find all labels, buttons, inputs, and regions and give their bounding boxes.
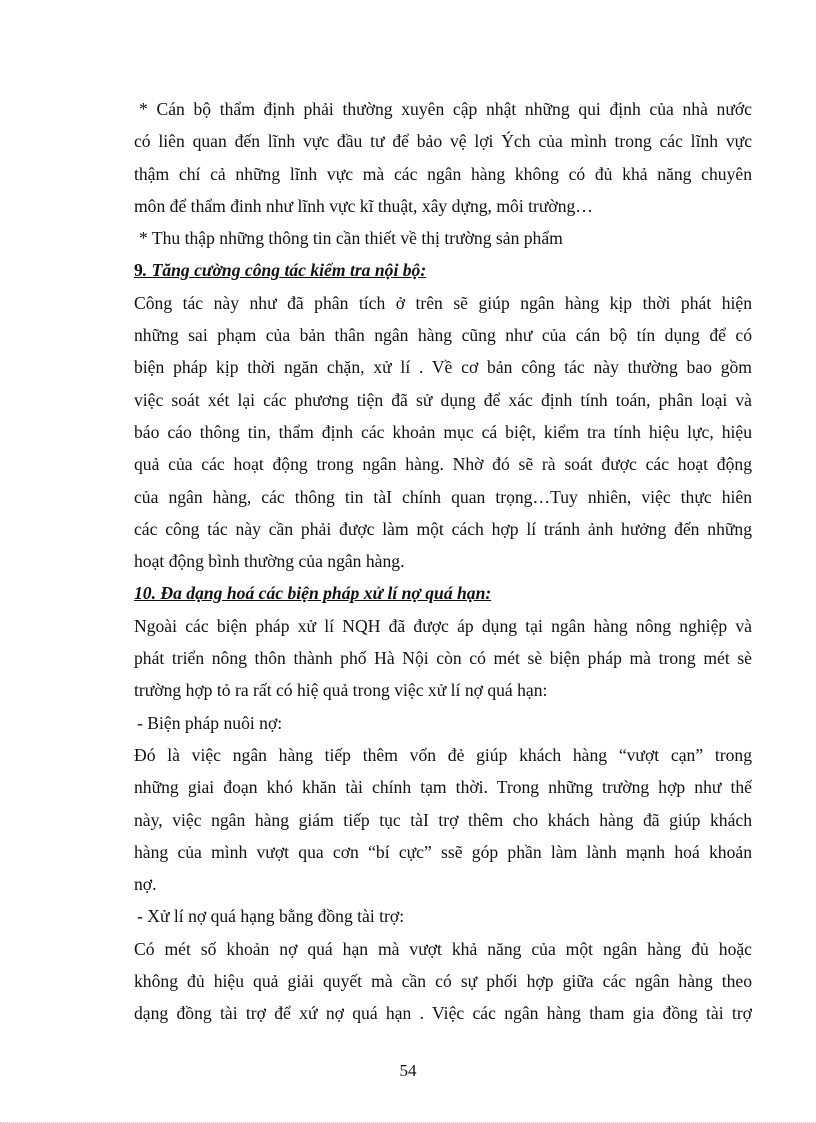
body-line: Có mét số khoản nợ quá hạn mà vượt khả năng của một ngân hàng đủ hoặc (134, 938, 752, 959)
page-number: 54 (399, 1061, 417, 1080)
section-heading-number: 9 (134, 260, 143, 281)
section-heading-9 (134, 254, 752, 286)
body-line: trường hợp tỏ ra rất có hiệ quả trong việc xử lí nợ quá hạn: (134, 680, 548, 701)
body-line: hoạt động bình thường của ngân hàng. (134, 551, 405, 572)
section-heading-10 (134, 577, 752, 609)
body-line: * Thu thập những thông tin cần thiết về thị trường sản phẩm (139, 228, 563, 249)
body-line: - Xử lí nợ quá hạng bằng đồng tài trợ: (137, 906, 405, 927)
body-line: - Biện pháp nuôi nợ: (137, 712, 283, 733)
body-line: dạng đồng tài trợ để xứ nợ quá hạn . Việc các ngân hàng tham gia đồng tài trợ (134, 1003, 752, 1024)
section-heading-text: 10. Đa dạng hoá các biện pháp xử lí nợ quá hạn: (134, 583, 492, 604)
body-line: quả của các hoạt động trong ngân hàng. Nhờ đó sẽ rà soát được các hoạt động (134, 454, 752, 475)
body-line: hàng của mình vượt qua cơn “bí cực” ssẽ góp phần làm lành mạnh hoá khoản (134, 841, 752, 862)
body-line: việc soát xét lại các phương tiện đã sử dụng để xác định tính toán, phân loại và (134, 389, 752, 410)
body-line: các công tác này cần phải được làm một cách hợp lí tránh ảnh hưởng đến những (134, 518, 752, 539)
body-line: Công tác này như đã phân tích ở trên sẽ giúp ngân hàng kịp thời phát hiện (134, 292, 752, 313)
body-line: không đủ hiệu quả giải quyết mà cần có sự phối hợp giữa các ngân hàng theo (134, 971, 752, 992)
body-line: * Cán bộ thẩm định phải thường xuyên cập nhật những qui định của nhà nước (139, 99, 752, 119)
body-line: có liên quan đến lĩnh vực đầu tư để bảo vệ lợi Ých của mình trong các lĩnh vực (134, 131, 752, 152)
body-line: Đó là việc ngân hàng tiếp thêm vốn đẻ giúp khách hàng “vượt cạn” trong (134, 744, 752, 765)
body-line: thậm chí cả những lĩnh vực mà các ngân hàng không có đủ khả năng chuyên (134, 163, 752, 184)
body-line: phát triển nông thôn thành phố Hà Nội còn có mét sè biện pháp mà trong mét sè (134, 648, 752, 669)
body-line: những giai đoạn khó khăn tài chính tạm thời. Trong những trường hợp như thế (134, 777, 752, 798)
body-line: biện pháp kịp thời ngăn chặn, xử lí . Về cơ bản công tác này thường bao gồm (134, 357, 752, 378)
body-line: này, việc ngân hàng giám tiếp tục tàI trợ thêm cho khách hàng đã giúp khách (134, 809, 752, 830)
body-line: nợ. (134, 874, 157, 895)
body-line: môn để thẩm đinh như lĩnh vực kĩ thuật, xây dựng, môi trường… (134, 195, 593, 216)
section-heading-text: . Tăng cường công tác kiểm tra nội bộ: (142, 260, 427, 281)
body-line: những sai phạm của bản thân ngân hàng cũng như của cán bộ tín dụng để có (134, 325, 752, 346)
body-line: của ngân hàng, các thông tin tàI chính quan trọng…Tuy nhiên, việc thực hiên (134, 486, 752, 507)
body-line: Ngoài các biện pháp xử lí NQH đã được áp dụng tại ngân hàng nông nghiệp và (134, 615, 752, 636)
body-line: báo cáo thông tin, thẩm định các khoản mục cá biệt, kiểm tra tính hiệu lực, hiệu (134, 421, 752, 442)
document-body (134, 93, 752, 1030)
